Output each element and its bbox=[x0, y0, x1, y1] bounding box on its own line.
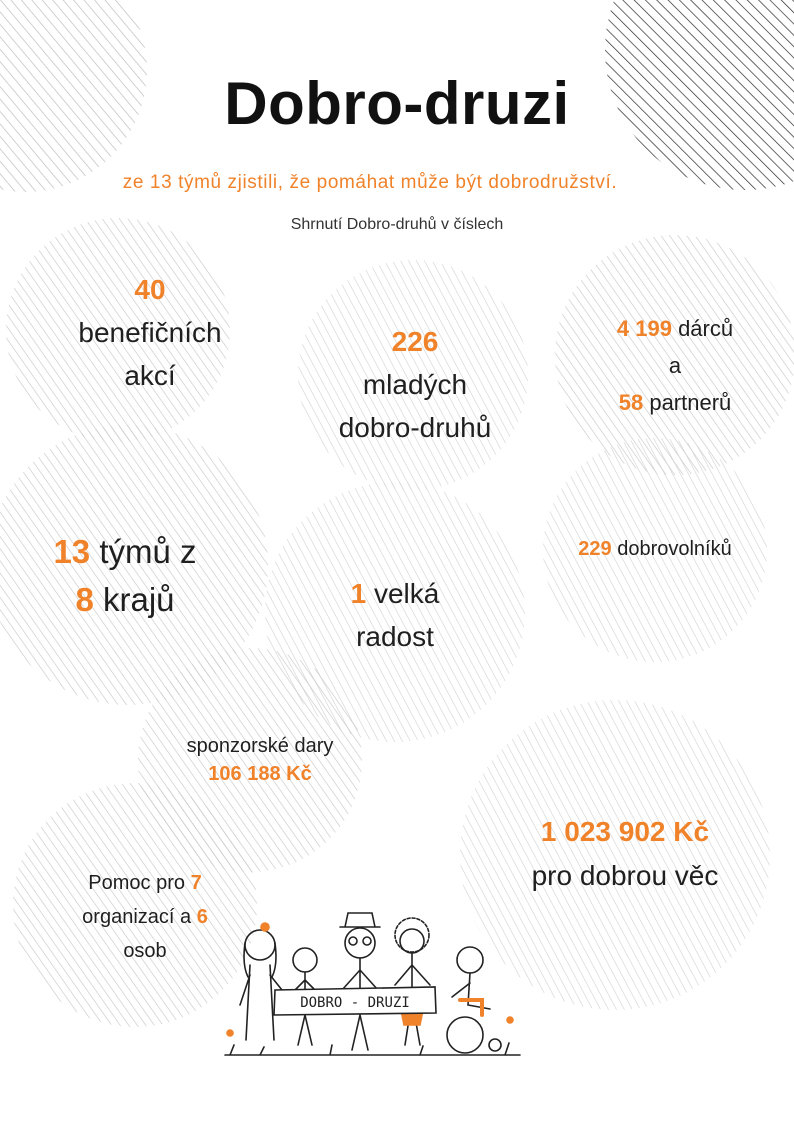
stat-donors bbox=[545, 310, 794, 421]
stat-actions-line2: akcí bbox=[124, 360, 176, 391]
stat-sponsors-text: sponzorské dary bbox=[186, 735, 334, 757]
stat-young-line2: dobro-druhů bbox=[338, 412, 492, 443]
stat-volunteers-text: dobrovolníků bbox=[617, 538, 732, 560]
stat-sponsors-amount: 106 188 Kč bbox=[208, 763, 312, 785]
stat-help-text3: osob bbox=[123, 940, 167, 962]
dobro-druzi-illustration bbox=[220, 905, 530, 1070]
stat-joy-text2: radost bbox=[356, 621, 434, 652]
stat-young-number: 226 bbox=[391, 326, 439, 357]
stat-volunteers-number: 229 bbox=[578, 538, 612, 560]
stat-partners-number: 58 bbox=[618, 390, 644, 415]
page-title: Dobro-druzi bbox=[224, 70, 570, 137]
stat-joy-text1: velká bbox=[373, 578, 440, 609]
stat-donors-number: 4 199 bbox=[616, 316, 672, 341]
stat-total-text: pro dobrou věc bbox=[531, 860, 719, 891]
stat-help-organizations-number: 7 bbox=[190, 872, 202, 894]
banner-text: DOBRO - DRUZI bbox=[300, 995, 410, 1011]
stat-joy-number: 1 bbox=[350, 578, 367, 609]
stat-donors-text: dárců bbox=[678, 316, 734, 341]
stat-regions-number: 8 bbox=[75, 581, 94, 618]
stat-young-line1: mladých bbox=[362, 369, 468, 400]
stat-help-text2: organizací a bbox=[82, 906, 192, 928]
stat-total bbox=[470, 810, 780, 898]
page-subtitle: ze 13 týmů zjistili, že pomáhat může být dobrodružství. bbox=[122, 172, 618, 193]
stat-partners-text: partnerů bbox=[649, 390, 732, 415]
stat-teams bbox=[0, 528, 250, 624]
stat-actions-number: 40 bbox=[134, 274, 166, 305]
stat-actions bbox=[20, 268, 280, 397]
stat-help-text1: Pomoc pro bbox=[88, 872, 186, 894]
stat-volunteers bbox=[525, 535, 785, 563]
stat-teams-text: týmů z bbox=[99, 533, 197, 570]
stat-actions-line1: benefičních bbox=[78, 317, 222, 348]
stat-young bbox=[290, 320, 540, 449]
stat-sponsors bbox=[140, 732, 380, 788]
stat-total-amount: 1 023 902 Kč bbox=[540, 816, 710, 847]
summary-heading: Shrnutí Dobro-druhů v číslech bbox=[290, 216, 504, 233]
stat-joy bbox=[270, 572, 520, 658]
stat-help-persons-number: 6 bbox=[196, 906, 208, 928]
stat-donors-and: a bbox=[668, 353, 682, 378]
stat-regions-text: krajů bbox=[103, 581, 175, 618]
stat-teams-number: 13 bbox=[53, 533, 91, 570]
